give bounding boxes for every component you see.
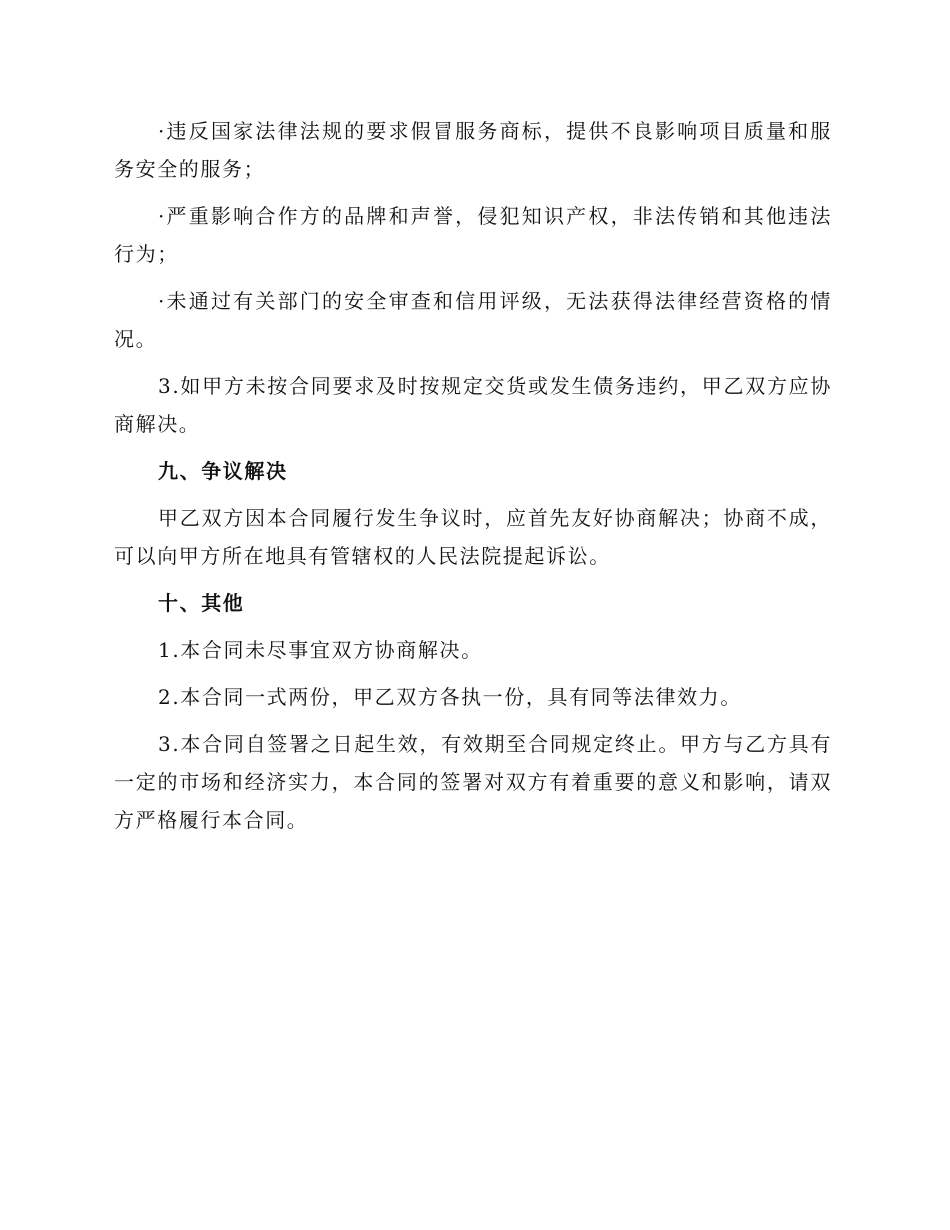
- clause-3-delivery-default: 3.如甲方未按合同要求及时按规定交货或发生债务违约，甲乙双方应协商解决。: [114, 374, 832, 436]
- bullet-item-brand-damage: ·严重影响合作方的品牌和声誉，侵犯知识产权，非法传销和其他违法行为；: [114, 204, 832, 266]
- section-heading-dispute-resolution: 九、争议解决: [158, 459, 288, 483]
- clause-3-effective-date: 3.本合同自签署之日起生效，有效期至合同规定终止。甲方与乙方具有一定的市场和经济实力，本合同的签署对双方有着重要的意义和影响，请双方严格履行本合同。: [114, 732, 832, 832]
- section-heading-other: 十、其他: [158, 591, 245, 615]
- bullet-item-no-qualification: ·未通过有关部门的安全审查和信用评级，无法获得法律经营资格的情况。: [114, 289, 832, 351]
- bullet-item-counterfeit-trademark: ·违反国家法律法规的要求假冒服务商标，提供不良影响项目质量和服务安全的服务；: [114, 119, 832, 181]
- dispute-resolution-text: 甲乙双方因本合同履行发生争议时，应首先友好协商解决；协商不成，可以向甲方所在地具有管辖权的人民法院提起诉讼。: [114, 506, 832, 568]
- clause-2-copies: 2.本合同一式两份，甲乙双方各执一份，具有同等法律效力。: [158, 685, 742, 709]
- document-body: [114, 112, 832, 848]
- clause-1-unresolved-matters: 1.本合同未尽事宜双方协商解决。: [158, 638, 483, 662]
